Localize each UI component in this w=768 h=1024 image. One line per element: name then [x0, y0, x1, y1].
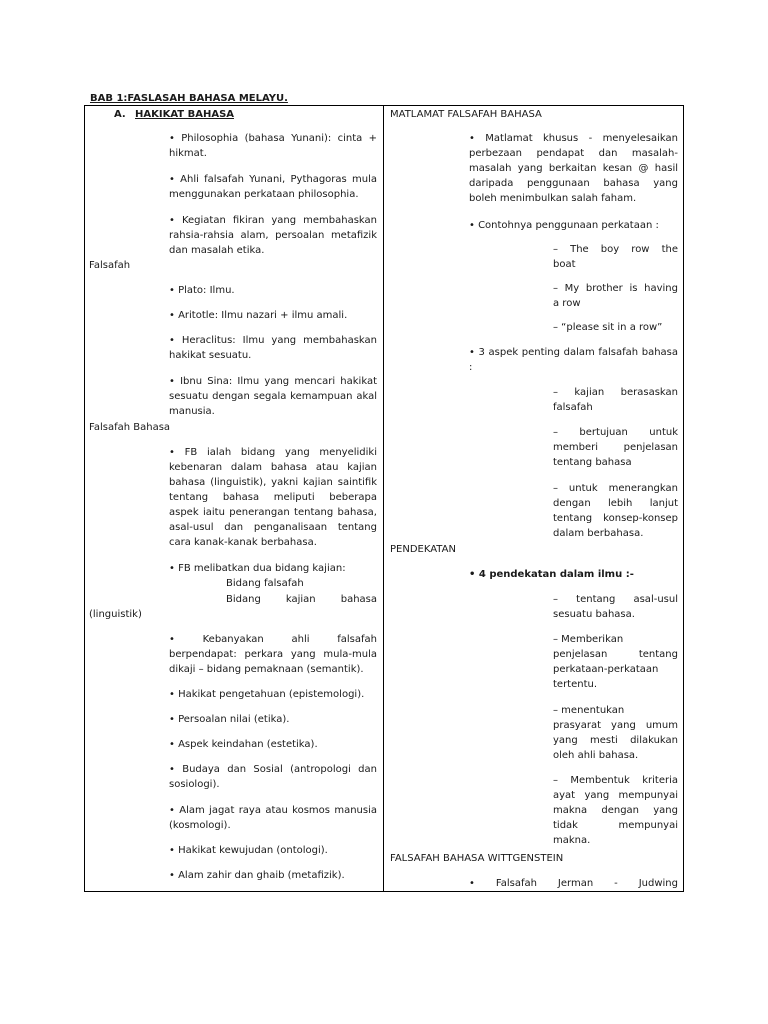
bullet-etika: • Persoalan nilai (etika).	[169, 714, 290, 725]
bullet-philosophia	[169, 131, 377, 161]
text-line: perkataan-perkataan	[553, 664, 659, 675]
section-title: HAKIKAT BAHASA	[135, 109, 235, 120]
example-boy-row	[553, 242, 678, 272]
label-falsafah-bahasa: Falsafah Bahasa	[89, 422, 171, 433]
text-line: falsafah	[553, 402, 593, 413]
text-line: • Philosophia (bahasa Yunani): cinta +	[169, 133, 377, 144]
text-line: dikaji – bidang pemaknaan (semantik).	[169, 664, 364, 675]
text-line: – Memberikan	[553, 634, 624, 645]
text-line: • FB ialah bidang yang menyelidiki	[169, 447, 377, 458]
text-line: manusia.	[169, 406, 215, 417]
text-line: hikmat.	[169, 148, 207, 159]
text-line: penjelasan tentang	[553, 649, 678, 660]
document-title: BAB 1:FASLASAH BAHASA MELAYU.	[90, 93, 288, 104]
text-line: – untuk menerangkan	[553, 483, 678, 494]
text-line: (kosmologi).	[169, 820, 231, 831]
heading-pendekatan: PENDEKATAN	[390, 544, 456, 555]
aspek-kajian-berasaskan	[553, 385, 678, 415]
text-line: aspek iaitu penerangan tentang bahasa,	[169, 507, 377, 518]
pendekatan-membentuk	[553, 773, 678, 848]
text-line: – My brother is having	[553, 283, 678, 294]
text-line: daripada penggunaan bahasa yang	[469, 178, 678, 189]
text-line: • Kebanyakan ahli falsafah	[169, 634, 377, 645]
text-line: sesuatu dengan segala kemampuan akal	[169, 391, 377, 402]
text-line: hakikat sesuatu.	[169, 350, 252, 361]
aspek-bertujuan	[553, 425, 678, 470]
column-divider	[383, 105, 384, 892]
text-line: rahsia-rahsia alam, persoalan metafizik	[169, 230, 377, 241]
text-line: :	[469, 362, 473, 373]
text-line: perbezaan pendapat dan masalah-	[469, 148, 678, 159]
text-line: – kajian berasaskan	[553, 387, 678, 398]
heading-wittgenstein: FALSAFAH BAHASA WITTGENSTEIN	[390, 853, 564, 864]
text-line: makna.	[553, 835, 591, 846]
text-line: – tentang asal-usul	[553, 594, 678, 605]
bullet-estetika: • Aspek keindahan (estetika).	[169, 739, 318, 750]
section-letter: A.	[114, 109, 126, 120]
text-line: • Matlamat khusus - menyelesaikan	[469, 133, 678, 144]
text-line: oleh ahli bahasa.	[553, 750, 639, 761]
text-line: • Ahli falsafah Yunani, Pythagoras mula	[169, 174, 377, 185]
text-line: sesuatu bahasa.	[553, 609, 635, 620]
text-line: cara kanak-kanak berbahasa.	[169, 537, 317, 548]
text-line: tertentu.	[553, 679, 598, 690]
pendekatan-menentukan	[553, 703, 678, 763]
text-line: • Ibnu Sina: Ilmu yang mencari hakikat	[169, 376, 377, 387]
text-line: sosiologi).	[169, 779, 220, 790]
bullet-heraclitus	[169, 333, 377, 363]
label-linguistik: (linguistik)	[89, 609, 142, 620]
text-line: memberi penjelasan	[553, 442, 678, 453]
text-line: a row	[553, 298, 581, 309]
bullet-aritotle: • Aritotle: Ilmu nazari + ilmu amali.	[169, 310, 348, 321]
text-line: • Heraclitus: Ilmu yang membahaskan	[169, 335, 377, 346]
text-line: yang mesti dilakukan	[553, 735, 678, 746]
bullet-fb-melibatkan: • FB melibatkan dua bidang kajian:	[169, 563, 346, 574]
bullet-fb-definition	[169, 445, 377, 550]
aspek-untuk-menerangkan	[553, 481, 678, 541]
bullet-epistemologi: • Hakikat pengetahuan (epistemologi).	[169, 689, 365, 700]
text-line: – The boy row the	[553, 244, 678, 255]
text-line: – Membentuk kriteria	[553, 775, 678, 786]
text-line: boat	[553, 259, 576, 270]
bullet-kosmologi	[169, 803, 377, 833]
text-line: menggunakan perkataan philosophia.	[169, 189, 359, 200]
label-falsafah: Falsafah	[89, 260, 131, 271]
text-line: kebenaran dalam bahasa atau kajian	[169, 462, 377, 473]
bullet-metafizik: • Alam zahir dan ghaib (metafizik).	[169, 870, 345, 881]
bidang-falsafah: Bidang falsafah	[226, 578, 304, 589]
text-line: boleh menimbulkan salah faham.	[469, 193, 637, 204]
bullet-ahli-falsafah	[169, 172, 377, 202]
bullet-empat-pendekatan: • 4 pendekatan dalam ilmu :-	[469, 569, 634, 580]
text-line: dalam berbahasa.	[553, 528, 644, 539]
bullet-matlamat-khusus	[469, 131, 678, 206]
text-line: prasyarat yang umum	[553, 720, 678, 731]
text-line: – bertujuan untuk	[553, 427, 678, 438]
bullet-tiga-aspek	[469, 345, 678, 375]
text-line: tentang bahasa meliputi beberapa	[169, 492, 377, 503]
text-line: tentang bahasa	[553, 457, 632, 468]
text-line: asal-usul dan penganalisaan tentang	[169, 522, 377, 533]
text-line: – menentukan	[553, 705, 625, 716]
text-line: • Alam jagat raya atau kosmos manusia	[169, 805, 377, 816]
bidang-kajian-bahasa: Bidang kajian bahasa	[226, 594, 377, 605]
example-please-sit: – “please sit in a row”	[553, 322, 663, 333]
bullet-ontologi: • Hakikat kewujudan (ontologi).	[169, 845, 328, 856]
bullet-contohnya: • Contohnya penggunaan perkataan :	[469, 220, 659, 231]
bullet-plato: • Plato: Ilmu.	[169, 285, 235, 296]
text-line: dengan lebih lanjut	[553, 498, 678, 509]
pendekatan-memberikan	[553, 632, 678, 692]
bullet-budaya-sosial	[169, 762, 377, 792]
heading-matlamat: MATLAMAT FALSAFAH BAHASA	[390, 109, 542, 120]
bullet-kebanyakan-ahli	[169, 632, 377, 677]
text-line: • Budaya dan Sosial (antropologi dan	[169, 764, 377, 775]
text-line: masalah yang berkaitan kesan @ hasil	[469, 163, 678, 174]
text-line: tidak mempunyai	[553, 820, 678, 831]
pendekatan-asal-usul	[553, 592, 678, 622]
example-brother	[553, 281, 678, 311]
bullet-kegiatan-fikiran	[169, 213, 377, 258]
text-line: dan masalah etika.	[169, 245, 265, 256]
text-line: bahasa (linguistik), yakni kajian saintifik	[169, 477, 377, 488]
bullet-ibnu-sina	[169, 374, 377, 419]
text-line: • Kegiatan fikiran yang membahaskan	[169, 215, 377, 226]
text-line: berpendapat: perkara yang mula-mula	[169, 649, 377, 660]
text-line: ayat yang mempunyai	[553, 790, 678, 801]
text-line: tentang konsep-konsep	[553, 513, 678, 524]
text-line: • 3 aspek penting dalam falsafah bahasa	[469, 347, 678, 358]
text-line: makna dengan yang	[553, 805, 678, 816]
bullet-falsafah-jerman: • Falsafah Jerman - Judwing	[469, 878, 678, 889]
